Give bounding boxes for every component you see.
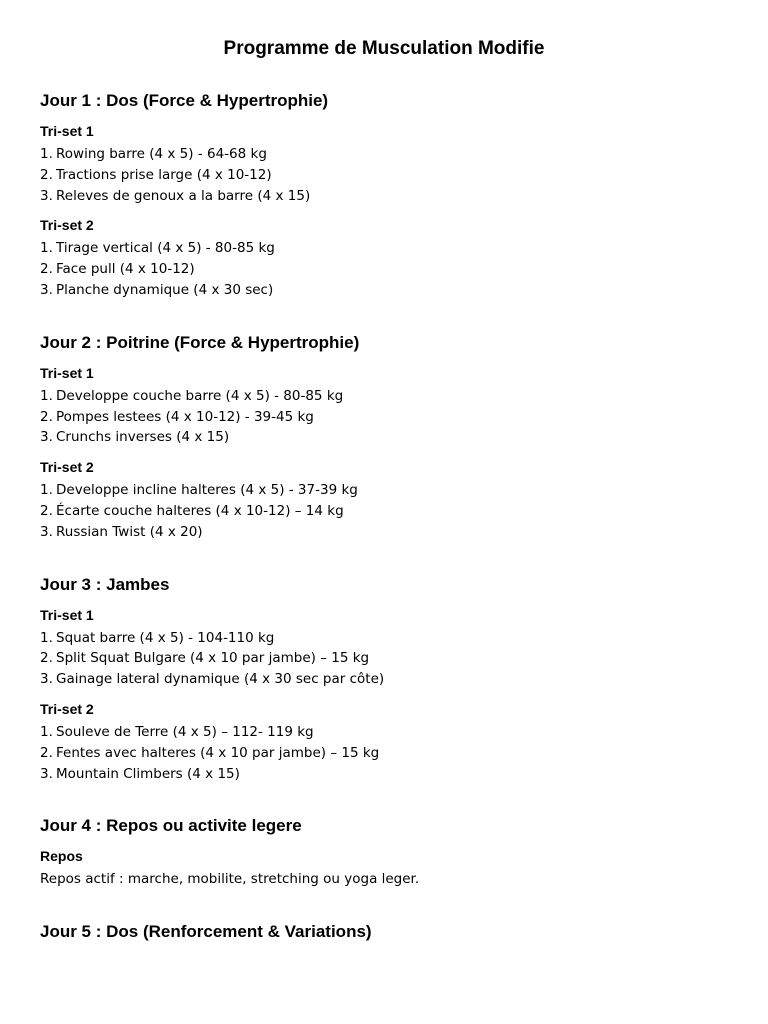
item-number: 1. [40,387,53,404]
item-number: 1. [40,240,53,257]
day-title: Jour 5 : Dos (Renforcement & Variations) [40,922,372,942]
exercise-list [40,386,740,448]
day-section-4 [40,814,740,890]
exercise-text: Pompes lestees (4 x 10-12) - 39-45 kg [56,408,314,425]
item-number: 1. [40,146,53,162]
item-number: 3. [40,187,53,204]
exercise-item [40,764,740,785]
tri-set-title: Tri-set 2 [40,459,94,476]
exercise-item [40,280,740,301]
tri-set-block [40,215,740,300]
item-number: 2. [40,261,53,278]
exercise-text: Gainage lateral dynamique (4 x 30 sec par côte) [56,671,385,688]
rest-description: Repos actif : marche, mobilite, stretching ou yoga leger. [40,871,420,888]
item-number: 2. [40,502,53,519]
exercise-text: Crunchs inverses (4 x 15) [56,429,230,446]
exercise-item [40,144,740,165]
day-section-2 [40,331,740,543]
day-section-3 [40,573,740,785]
exercise-text: Russian Twist (4 x 20) [56,523,203,540]
exercise-list [40,238,740,300]
exercise-item [40,743,740,764]
tri-set-title: Tri-set 1 [40,364,94,381]
exercise-list [40,628,740,690]
exercise-text: Tractions prise large (4 x 10-12) [56,166,272,183]
exercise-text: Planche dynamique (4 x 30 sec) [56,281,274,298]
exercise-text: Releves de genoux a la barre (4 x 15) [56,187,311,204]
exercise-list [40,722,740,784]
exercise-text: Face pull (4 x 10-12) [56,261,195,278]
rest-block [40,846,740,890]
exercise-item [40,669,740,690]
day-title: Jour 2 : Poitrine (Force & Hypertrophie) [40,332,360,352]
exercise-text: Split Squat Bulgare (4 x 10 par jambe) – 15 kg [56,650,370,667]
tri-set-block [40,699,740,784]
tri-set-block [40,605,740,690]
tri-set-block [40,363,740,448]
day-section-1 [40,89,740,301]
tri-set-title: Tri-set 2 [40,700,94,717]
item-number: 3. [40,671,53,688]
item-number: 2. [40,744,53,761]
tri-set-block [40,121,740,206]
exercise-item [40,238,740,259]
item-number: 2. [40,650,53,667]
exercise-text: Fentes avec halteres (4 x 10 par jambe) – 15 kg [56,744,380,761]
item-number: 3. [40,429,53,446]
exercise-item [40,480,740,501]
day-title: Jour 4 : Repos ou activite legere [40,816,302,836]
day-title: Jour 3 : Jambes [40,574,170,594]
item-number: 3. [40,523,53,540]
exercise-item [40,522,740,543]
document-page [40,36,740,974]
exercise-text: Developpe incline halteres (4 x 5) - 37-39 kg [56,482,358,499]
item-number: 1. [40,629,53,646]
item-number: 1. [40,723,53,740]
exercise-item [40,407,740,428]
exercise-list [40,480,740,542]
exercise-item [40,427,740,448]
exercise-text: Developpe couche barre (4 x 5) - 80-85 kg [56,387,344,404]
day-title: Jour 1 : Dos (Force & Hypertrophie) [40,91,329,110]
exercise-text: Tirage vertical (4 x 5) - 80-85 kg [56,240,275,257]
exercise-item [40,186,740,207]
exercise-text: Mountain Climbers (4 x 15) [56,765,240,782]
tri-set-title: Tri-set 2 [40,217,94,234]
exercise-item [40,259,740,280]
item-number: 3. [40,765,53,782]
exercise-item [40,648,740,669]
exercise-text: Écarte couche halteres (4 x 10-12) – 14 kg [56,502,344,519]
tri-set-title: Tri-set 1 [40,123,94,139]
exercise-item [40,501,740,522]
item-number: 2. [40,408,53,425]
tri-set-block [40,457,740,542]
exercise-text: Squat barre (4 x 5) - 104-110 kg [56,629,275,646]
tri-set-title: Tri-set 1 [40,606,94,623]
exercise-item [40,165,740,186]
day-section-5 [40,920,740,944]
item-number: 3. [40,281,53,298]
item-number: 1. [40,482,53,499]
exercise-text: Rowing barre (4 x 5) - 64-68 kg [56,146,267,162]
exercise-item [40,628,740,649]
rest-title: Repos [40,848,83,865]
exercise-text: Souleve de Terre (4 x 5) – 112- 119 kg [56,723,314,740]
document-title: Programme de Musculation Modifie [223,38,545,59]
exercise-item [40,386,740,407]
exercise-list [40,144,740,206]
item-number: 2. [40,166,53,183]
exercise-item [40,722,740,743]
